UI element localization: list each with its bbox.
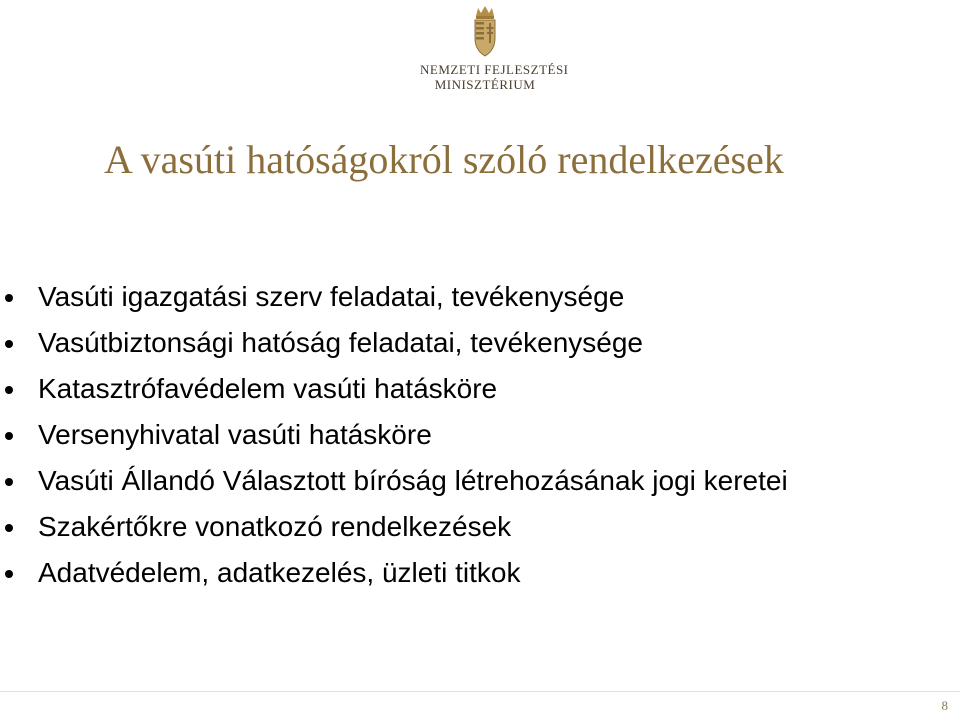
bullet-text: Katasztrófavédelem vasúti hatásköre <box>38 373 498 404</box>
bullet-item <box>0 326 900 360</box>
bullet-dot-icon <box>5 386 13 394</box>
bullet-dot-icon <box>5 570 13 578</box>
bullet-dot-icon <box>5 432 13 440</box>
footer-divider <box>0 691 960 692</box>
coat-of-arms-icon <box>470 4 500 60</box>
bullet-text: Vasúti Állandó Választott bíróság létrehozásának jogi keretei <box>38 465 788 496</box>
bullet-text: Adatvédelem, adatkezelés, üzleti titkok <box>38 557 521 588</box>
ministry-name-line2: MINISZTÉRIUM <box>434 77 536 92</box>
slide-title: A vasúti hatóságokról szóló rendelkezések <box>104 137 784 182</box>
bullet-item <box>0 418 900 452</box>
bullet-text: Vasúti igazgatási szerv feladatai, tevékenysége <box>38 281 625 312</box>
bullet-dot-icon <box>5 294 13 302</box>
bullet-list <box>0 280 900 602</box>
bullet-dot-icon <box>5 524 13 532</box>
page-number: 8 <box>941 698 948 713</box>
bullet-text: Versenyhivatal vasúti hatásköre <box>38 419 432 450</box>
bullet-text: Vasútbiztonsági hatóság feladatai, tevékenysége <box>38 327 644 358</box>
bullet-item <box>0 464 858 498</box>
bullet-dot-icon <box>5 340 13 348</box>
ministry-logo <box>420 4 569 96</box>
bullet-item <box>0 510 900 544</box>
bullet-dot-icon <box>5 478 13 486</box>
bullet-text: Szakértőkre vonatkozó rendelkezések <box>38 511 512 542</box>
bullet-item <box>0 280 900 314</box>
ministry-name-line1: NEMZETI FEJLESZTÉSI <box>420 62 569 77</box>
bullet-item <box>0 556 900 590</box>
bullet-item <box>0 372 900 406</box>
